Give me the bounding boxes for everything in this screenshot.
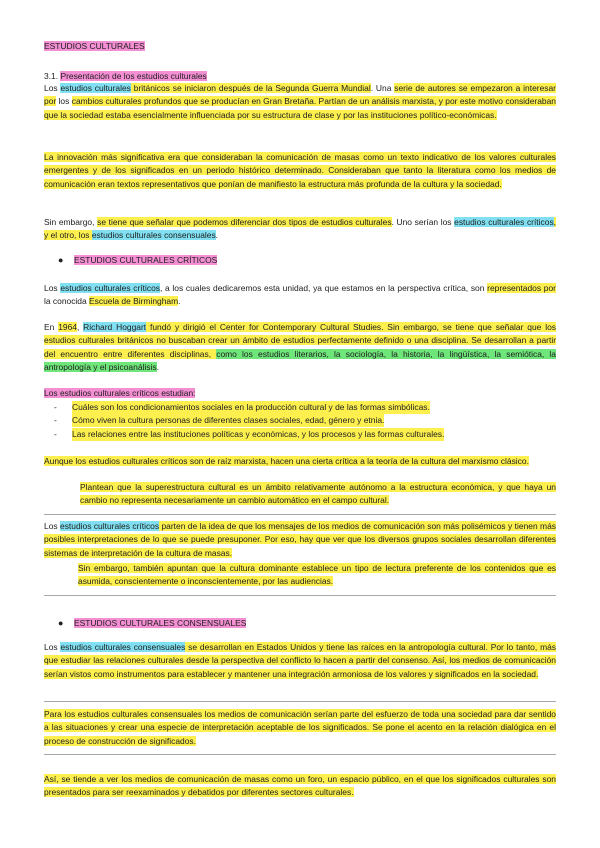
text-run: la conocida — [44, 296, 90, 307]
highlight-text: Plantean que la superestructura cultural es un ámbito relativamente autónomo a la estructura económica, y que haya un cambio no representa necesariamente un cambio automático en el campo cultural. — [80, 482, 556, 506]
heading-consensuales-text: ESTUDIOS CULTURALES CONSENSUALES — [74, 618, 247, 628]
document-title — [44, 40, 556, 53]
paragraph-foro — [44, 773, 556, 800]
highlight-text: cambios culturales profundos que se producían en Gran Bretaña — [71, 96, 314, 107]
text-run: los — [56, 96, 72, 107]
text-run: , a los cuales dedicaremos esta unidad, ya que estamos en la perspectiva crítica, son — [159, 283, 488, 293]
paragraph-dialogica — [44, 708, 556, 748]
paragraph-consensuales — [44, 641, 556, 681]
highlight-term: estudios culturales críticos — [60, 283, 160, 293]
paragraph-criticos — [44, 282, 556, 309]
list-title-text: Los estudios culturales críticos estudian: — [44, 388, 196, 398]
text-run: británicos se iniciaron después de la — [130, 83, 276, 93]
list-item-text: Las relaciones entre las instituciones políticas y económicas, y los procesos y las formas culturales. — [72, 428, 444, 441]
text-run: , — [76, 322, 84, 332]
list-item-text: Cuáles son los condicionamientos sociales en la producción cultural y de las formas simbólicas. — [72, 401, 430, 414]
text-run: . — [156, 361, 159, 372]
highlight-term: Segunda Guerra Mundial — [275, 83, 371, 93]
highlight-text: se desarrollan en Estados Unidos y tiene las raíces en la antropología cultural. Por lo tanto, más que estudiar las relaciones culturales desde la perspectiva del conflicto lo hacen a partir del consenso. Así, los medios de comunicación serían vistos como instrumentos para establecer y mantener una integración armoniosa de los valores y significados en la sociedad. — [44, 642, 557, 679]
paragraph-intro — [44, 82, 556, 122]
text-run: . — [178, 296, 181, 307]
heading-criticos — [74, 254, 554, 267]
highlight-name: Richard Hoggart — [83, 322, 147, 332]
highlight-term: Escuela de Birmingham — [89, 296, 179, 307]
list-dash: - — [54, 429, 57, 439]
text-run: , y el otro, los — [44, 217, 557, 241]
text-run: Los — [44, 283, 61, 293]
highlight-term: estudios culturales consensuales — [60, 642, 186, 652]
paragraph-polisemia — [44, 520, 556, 560]
highlight-text: representados por — [487, 283, 556, 293]
highlight-text: Así, se tiende a ver los medios de comunicación de masas como un foro, un espacio público, en el que los significados culturales son presentados para ser reexaminados y debatidos por diferentes sectores culturales. — [44, 774, 556, 798]
divider — [44, 754, 556, 755]
highlight-date: 1964 — [58, 322, 77, 332]
divider — [44, 701, 556, 702]
highlight-text: Aunque los estudios culturales críticos son de raíz marxista, hacen una cierta crítica a la teoría de la cultura del marxismo clásico. — [44, 456, 529, 466]
bullet-icon: ● — [58, 618, 64, 628]
highlight-text: La innovación más significativa era que consideraban la comunicación de masas como un texto indicativo de los valores culturales emergentes y de los significados en un periodo histórico determinado. Consideraban que tanto la literatura como los medios de comunicación eran textos representativos que ponían de manifiesto la estructura más profunda de la cultura y la sociedad. — [44, 152, 556, 189]
text-run: Los — [44, 83, 61, 93]
highlight-text: se tiene que señalar que podemos diferenciar dos tipos de estudios culturales — [97, 217, 392, 227]
text-run: Los — [44, 521, 61, 531]
bullet-icon: ● — [58, 255, 64, 265]
paragraph-two-types — [44, 216, 556, 243]
list-title — [44, 387, 556, 400]
paragraph-innovation — [44, 151, 556, 191]
list-dash: - — [54, 415, 57, 425]
highlight-disciplines: como los estudios literarios, la sociología, la historia, la lingüística, la semiótica, la antropología y el psicoanálisis — [44, 348, 556, 372]
highlight-text: Sin embargo, también apuntan que la cultura dominante establece un tipo de lectura preferente de los contenidos que es asumida, conscientemente o inconscientemente, por las audiencias. — [78, 563, 556, 587]
divider — [44, 514, 556, 515]
text-run: En — [44, 322, 59, 332]
highlight-text: fundó y dirigió el Center for Contemporary Cultural Studies. Sin embargo, se tiene que señalar que los estudios culturales británicos no buscaban crear un ámbito de estudios perfectamente definido o una disciplina. Se desarrollan a partir del encuentro entre diferentes disciplinas, — [44, 322, 556, 359]
text-run: . Uno serían los — [391, 217, 455, 227]
section-number: 3.1. — [44, 71, 59, 81]
highlight-text: serie de autores se empezaron a interesar por — [44, 83, 556, 107]
paragraph-hoggart — [44, 321, 556, 374]
section-title: Presentación de los estudios culturales — [60, 71, 207, 81]
divider — [44, 595, 556, 596]
list-dash: - — [54, 402, 57, 412]
highlight-text: parten de la idea de que los mensajes de los medios de comunicación son más polisémicos y tienen más posibles interpretaciones de lo que se puede presuponer. Por eso, hay que ver que los diversos grupos sociales desarrollan diferentes sistemas de interpretación de la cultura de masas. — [44, 521, 556, 558]
text-run: Sin embargo, — [44, 217, 98, 227]
text-run: . Una — [370, 83, 395, 93]
text-run: Los — [44, 642, 61, 652]
heading-consensuales — [74, 617, 554, 630]
list-item-text: Cómo viven la cultura personas de diferentes clases sociales, edad, género y etnia. — [72, 414, 384, 427]
highlight-text: . Partían de un análisis marxista, y por este motivo consideraban que la sociedad estaba esencialmente influenciada por su estructura de clase y por las instituciones político-económicas. — [44, 96, 556, 120]
highlight-text: Para los estudios culturales consensuales los medios de comunicación serían parte del esfuerzo de toda una sociedad para dar sentido a las situaciones y crear una especie de interpretación aceptable de los significados. Se pone el acento en la relación dialógica en el proceso de construcción de significados. — [44, 709, 556, 746]
paragraph-superestructura — [80, 481, 556, 508]
highlight-term: estudios culturales consensuales — [91, 230, 216, 241]
heading-criticos-text: ESTUDIOS CULTURALES CRÍTICOS — [74, 255, 218, 265]
highlight-term: estudios culturales críticos — [454, 217, 554, 227]
highlight-term: estudios culturales críticos — [60, 521, 160, 531]
document-title-text: ESTUDIOS CULTURALES — [44, 41, 145, 51]
paragraph-marxismo — [44, 455, 556, 468]
text-run: . — [215, 230, 219, 241]
paragraph-cultura-dominante — [78, 562, 556, 589]
highlight-term: estudios culturales — [60, 83, 131, 93]
